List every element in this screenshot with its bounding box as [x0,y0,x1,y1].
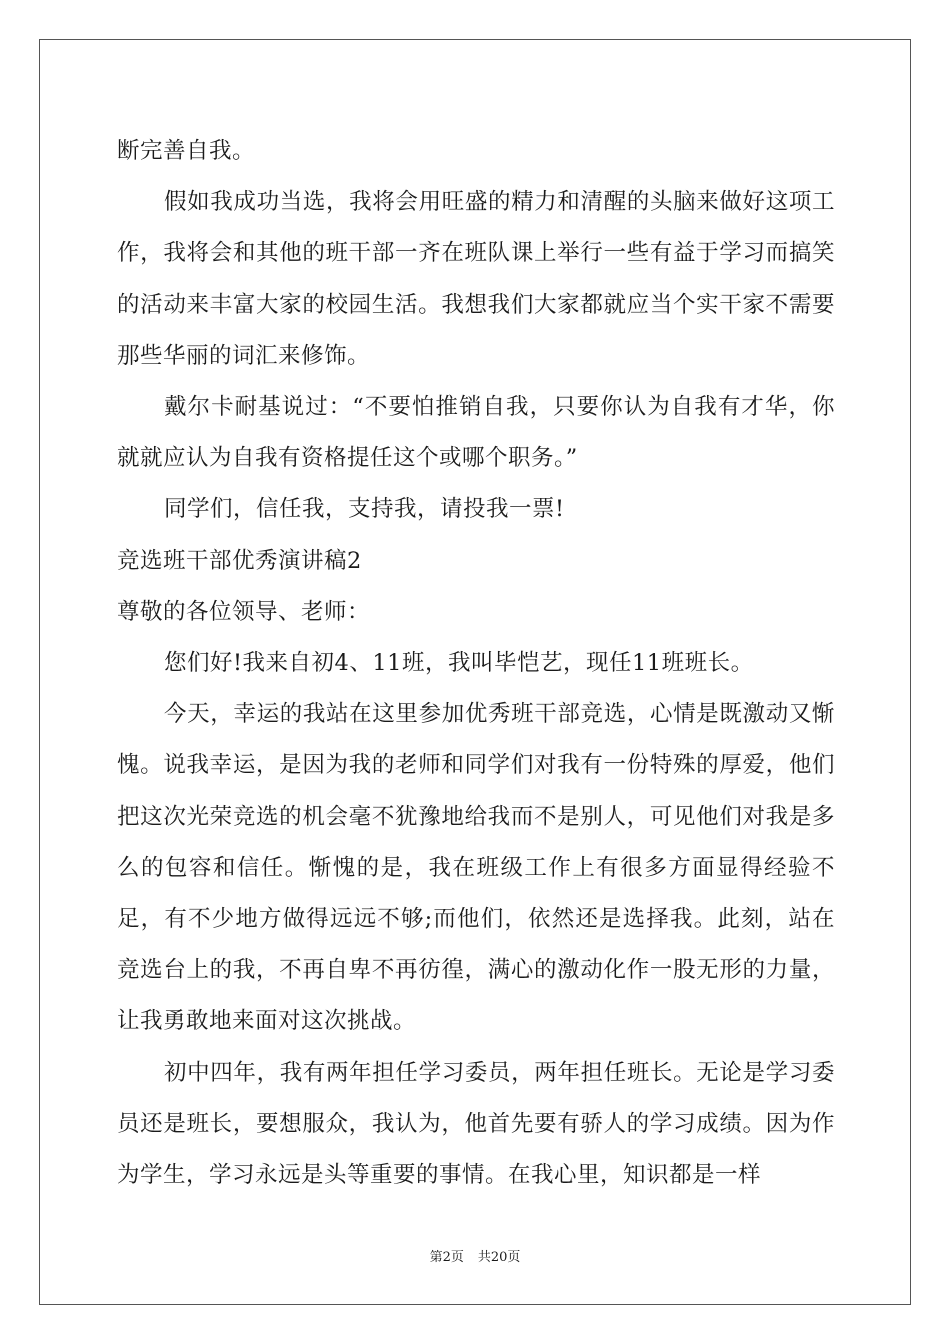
page-footer [0,1246,950,1265]
paragraph: 今天，幸运的我站在这里参加优秀班干部竞选，心情是既激动又惭愧。说我幸运，是因为我的老师和同学们对我有一份特殊的厚爱，他们把这次光荣竞选的机会毫不犹豫地给我而不是别人，可见他们对我是多么的包容和信任。惭愧的是，我在班级工作上有很多方面显得经验不足，有不少地方做得远远不够;而他们，依然还是选择我。此刻，站在竞选台上的我，不再自卑不再彷徨，满心的激动化作一股无形的力量，让我勇敢地来面对这次挑战。 [117,701,835,1035]
paragraph: 您们好!我来自初4、11班，我叫毕恺艺，现任11班班长。 [164,650,754,677]
paragraph: 假如我成功当选，我将会用旺盛的精力和清醒的头脑来做好这项工作，我将会和其他的班干部一齐在班队课上举行一些有益于学习而搞笑的活动来丰富大家的校园生活。我想我们大家都就应当个实干家不需要那些华丽的词汇来修饰。 [117,189,835,369]
salutation: 尊敬的各位领导、老师： [117,598,371,625]
paragraph: 同学们，信任我，支持我，请投我一票! [164,496,565,523]
current-page-number: 第2页 [429,1250,464,1265]
paragraph: 戴尔卡耐基说过：“不要怕推销自我，只要你认为自我有才华，你就就应认为自我有资格提任这个或哪个职务。” [117,394,835,472]
document-body [117,126,835,1201]
paragraph: 断完善自我。 [117,138,256,164]
paragraph: 初中四年，我有两年担任学习委员，两年担任班长。无论是学习委员还是班长，要想服众，我认为，他首先要有骄人的学习成绩。因为作为学生，学习永远是头等重要的事情。在我心里，知识都是一样 [117,1059,835,1189]
total-pages: 共20页 [477,1250,521,1265]
section-heading: 竞选班干部优秀演讲稿2 [117,547,362,574]
